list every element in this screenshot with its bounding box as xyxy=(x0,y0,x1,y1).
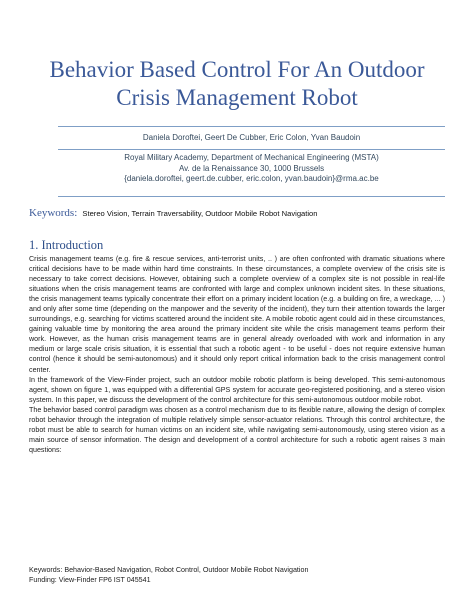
divider-top xyxy=(58,126,445,127)
keywords-text: Stereo Vision, Terrain Traversability, Outdoor Mobile Robot Navigation xyxy=(82,209,318,218)
footnote xyxy=(29,565,445,585)
section-heading-introduction: 1. Introduction xyxy=(29,238,104,252)
divider-bottom xyxy=(58,196,445,197)
paragraph: The behavior based control paradigm was chosen as a control mechanism due to its flexible nature, allowing the design of complex robot behavior through the integration of multiple relatively simple sensor-actuator relations. Through this control architecture, the robot must be able to search for human victims on an incident site, while navigating semi-autonomously, using stereo vision as a main source of sensor information. The design and development of a control architecture for such a robotic agent raises 3 main questions: xyxy=(29,405,445,454)
keywords-line xyxy=(29,208,445,219)
title-line-1: Behavior Based Control For An Outdoor xyxy=(49,57,425,82)
keywords-label: Keywords: xyxy=(29,207,78,219)
title-line-2: Crisis Management Robot xyxy=(116,85,358,110)
paper-title xyxy=(20,56,454,112)
author-list: Daniela Doroftei, Geert De Cubber, Eric Colon, Yvan Baudoin xyxy=(142,133,361,142)
affiliation-block xyxy=(58,153,445,185)
paragraph: In the framework of the View-Finder project, such an outdoor mobile robotic platform is being developed. This semi-autonomous agent, shown on figure 1, was equipped with a differential GPS system for accurate geo-registered positioning, and a stereo vision system. In this paper, we discuss the development of the control architecture for this semi-autonomous outdoor mobile robot. xyxy=(29,375,445,404)
footnote-keywords: Keywords: Behavior-Based Navigation, Robot Control, Outdoor Mobile Robot Navigation xyxy=(29,566,309,574)
introduction-body xyxy=(29,254,445,455)
affiliation-line-2: Av. de la Renaissance 30, 1000 Brussels xyxy=(178,163,325,173)
footnote-funding: Funding: View-Finder FP6 IST 045541 xyxy=(29,576,151,585)
paragraph: Crisis management teams (e.g. fire & rescue services, anti-terrorist units, .. ) are often confronted with dramatic situations where critical decisions have to be made within hard time constraints. In these circumstances, a complete overview of the crisis site is necessary to take correct decisions. However, obtaining such a complete overview of a complex site is not possible in real-life situations when the crisis management teams are confronted with large and complex unknown incident sites. In these situations, the crisis management teams typically concentrate their effort on a primary incident location (e.g. a building on fire, a wreckage, ... ) and only after some time (depending on the manpower and the severity of the incident), they turn their attention towards the larger surroundings, e.g. searching for victims scattered around the incident site. A mobile robotic agent could aid in these circumstances, gaining valuable time by monitoring the area around the primary incident site while the crisis management teams perform their work. However, as the human crisis management teams are in general already overloaded with work and information in any medium or large scale crisis situation, it is essential that such a robotic agent - to be useful - does not require extensive human control (hence it should be semi-autonomous) and it should only report critical information back to the crisis management control center. xyxy=(29,255,445,374)
divider-middle xyxy=(58,149,445,150)
affiliation-line-1: Royal Military Academy, Department of Mechanical Engineering (MSTA) xyxy=(124,153,379,162)
affiliation-emails: {daniela.doroftei, geert.de.cubber, eric.colon, yvan.baudoin}@rma.ac.be xyxy=(124,174,379,183)
